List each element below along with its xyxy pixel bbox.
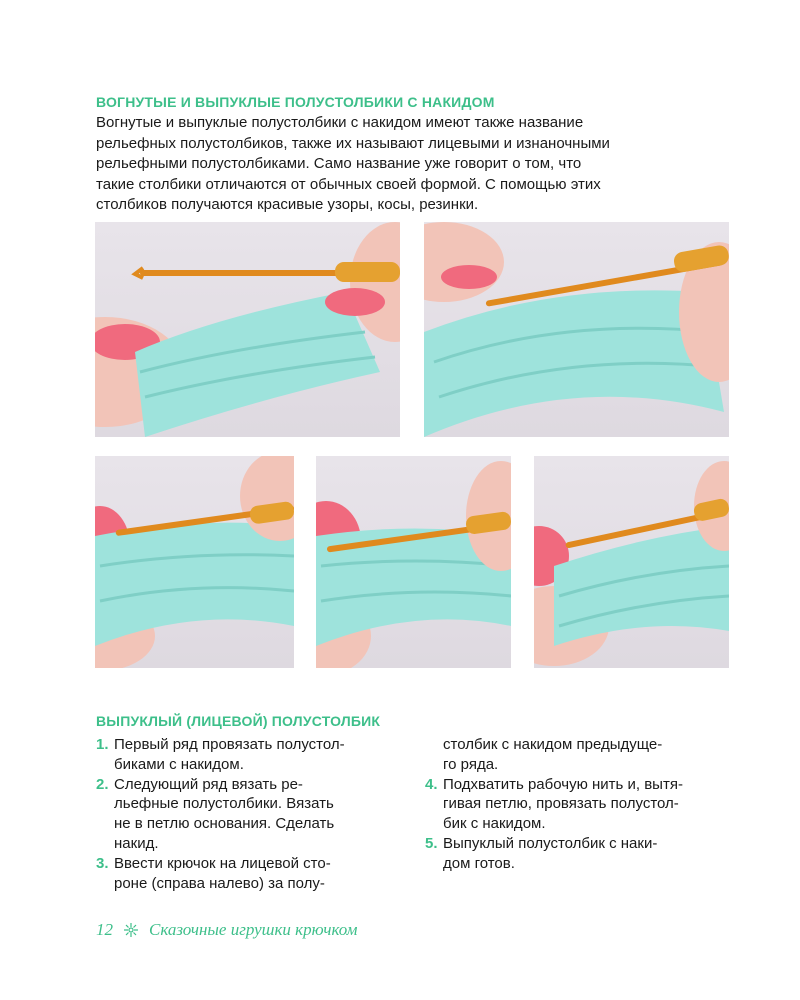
instructions-column-right (425, 735, 735, 874)
step-text: Ввести крючок на лицевой сто- (114, 854, 331, 872)
step-text: Подхватить рабочую нить и, вытя- (443, 775, 683, 793)
instruction-line (96, 794, 406, 814)
step-number: 5. (425, 834, 438, 852)
step-text: не в петлю основания. Сделать (114, 815, 335, 833)
instructions-column-left (96, 735, 406, 893)
book-title: Сказочные игрушки крючком (149, 920, 358, 939)
crochet-photo-step-4 (316, 456, 511, 668)
step-text: Следующий ряд вязать ре- (114, 775, 303, 793)
instruction-line (425, 775, 735, 795)
instruction-line (96, 854, 406, 874)
step-text: го ряда. (443, 755, 499, 773)
page-number: 12 (96, 920, 113, 939)
instruction-line (96, 814, 406, 834)
step-text: бик с накидом. (443, 815, 546, 833)
flower-icon (123, 922, 139, 938)
step-text: Первый ряд провязать полустол- (114, 736, 345, 753)
step-number: 4. (425, 775, 438, 793)
crochet-photo-step-5 (534, 456, 729, 668)
step-number: 3. (96, 854, 109, 872)
crochet-photo-step-3 (95, 456, 294, 668)
intro-line: Вогнутые и выпуклые полустолбики с накидом имеют также название (96, 114, 584, 131)
instruction-line (96, 755, 406, 775)
instruction-line (96, 834, 406, 854)
intro-line: такие столбики отличаются от обычных своей формой. С помощью этих (96, 175, 601, 193)
step-text: Выпуклый полустолбик с наки- (443, 834, 658, 852)
step-text: биками с накидом. (114, 755, 244, 773)
step-text: накид. (114, 834, 159, 852)
instruction-line (96, 775, 406, 795)
instruction-line (96, 874, 406, 894)
crochet-photo-step-2 (424, 222, 729, 437)
crochet-photo-step-1 (95, 222, 400, 437)
page-footer (96, 920, 358, 940)
instruction-line (425, 794, 735, 814)
step-number: 1. (96, 736, 109, 753)
step-text: роне (справа налево) за полу- (114, 874, 325, 892)
instruction-line (425, 735, 735, 755)
instruction-line (425, 834, 735, 854)
instruction-line (425, 814, 735, 834)
step-text: дом готов. (443, 854, 515, 872)
instruction-line (425, 854, 735, 874)
intro-line: рельефными полустолбиками. Само название уже говорит о том, что (96, 155, 582, 172)
step-number: 2. (96, 775, 109, 793)
intro-paragraph (96, 113, 736, 216)
intro-line: рельефных полустолбиков, также их называют лицевыми и изнаночными (96, 134, 610, 152)
instruction-line (96, 735, 406, 755)
instruction-line (425, 755, 735, 775)
step-text: столбик с накидом предыдуще- (443, 736, 663, 753)
section-heading: ВЫПУКЛЫЙ (ЛИЦЕВОЙ) ПОЛУСТОЛБИК (96, 713, 381, 729)
intro-line: столбиков получаются красивые узоры, косы, резинки. (96, 196, 479, 213)
step-text: гивая петлю, провязать полустол- (443, 795, 679, 813)
section-heading: ВОГНУТЫЕ И ВЫПУКЛЫЕ ПОЛУСТОЛБИКИ С НАКИДОМ (96, 94, 495, 110)
step-text: льефные полустолбики. Вязать (114, 795, 334, 813)
